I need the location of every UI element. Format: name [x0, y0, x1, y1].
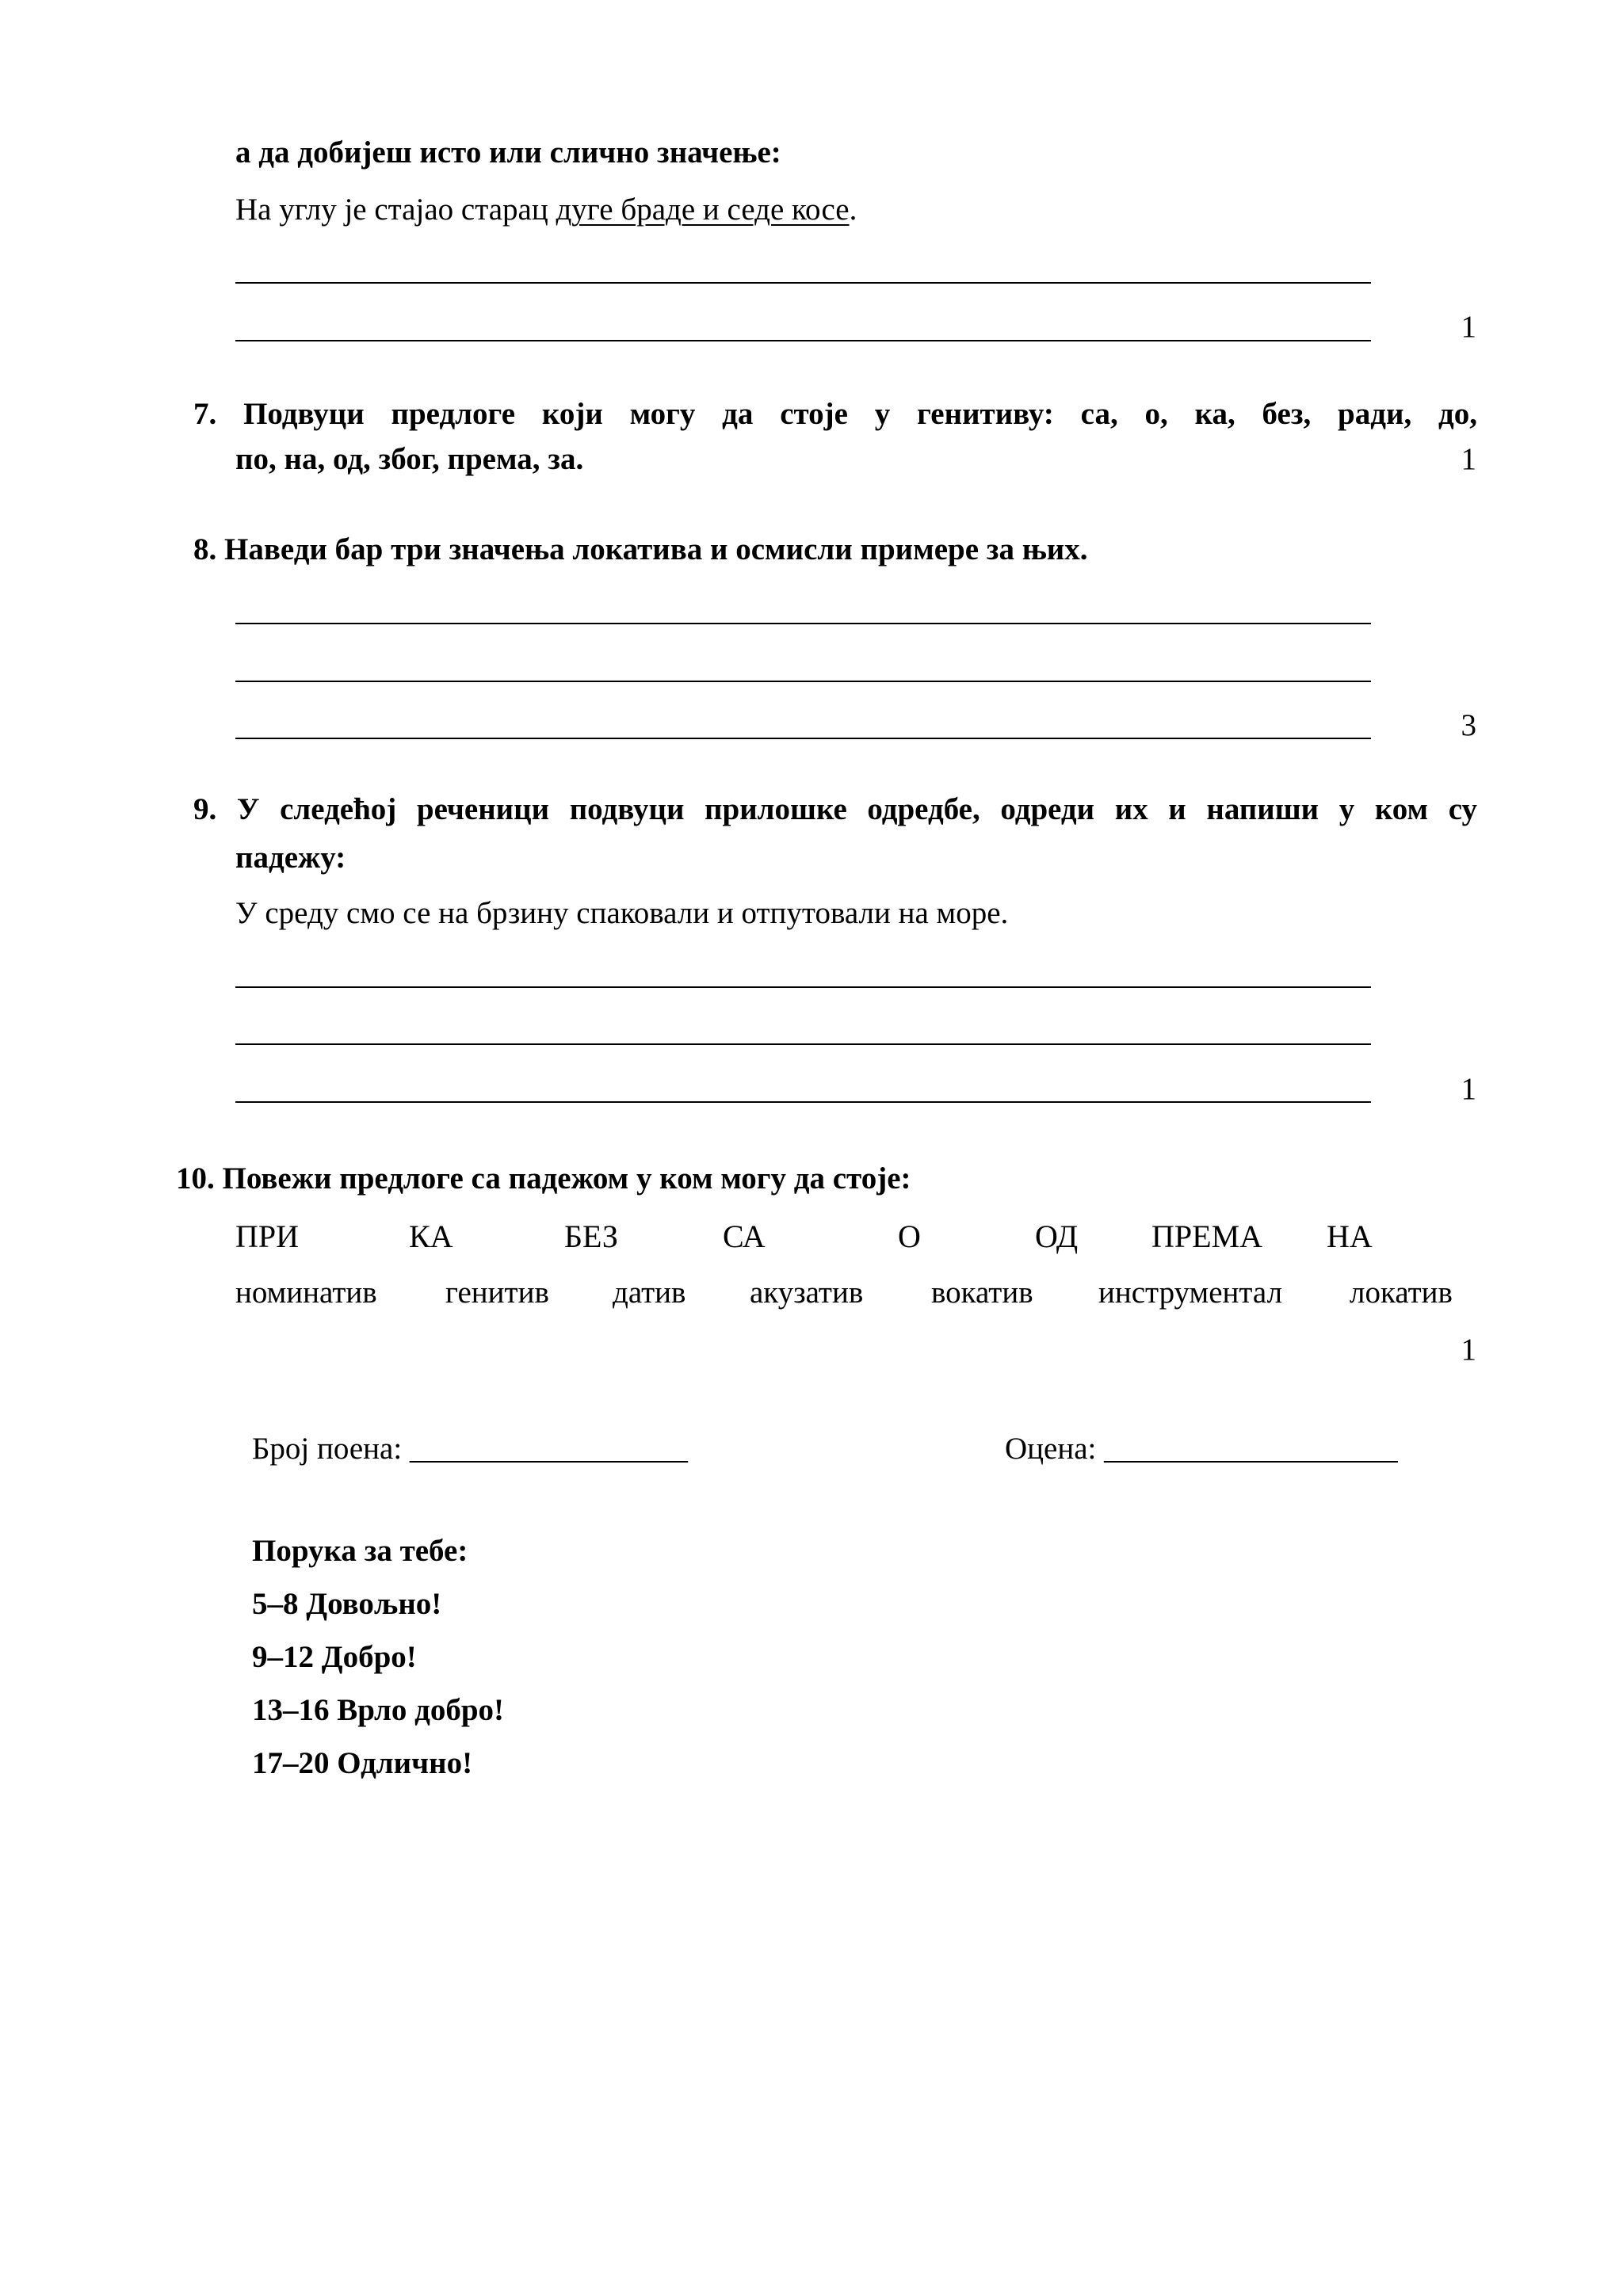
score-value: 1 [1461, 1333, 1476, 1367]
question-10: 10. Повежи предлоге са падежом у ком могу да стоје: [176, 1161, 911, 1196]
question-9-sentence: У среду смо се на брзину спаковали и отпутовали на море. [235, 896, 1009, 930]
preposition-item[interactable]: ПРИ [235, 1219, 300, 1254]
score-value: 3 [1461, 708, 1476, 742]
grade-field[interactable]: Оцена: ___________________ [1005, 1432, 1398, 1466]
case-item[interactable]: акузатив [750, 1276, 864, 1310]
message-item: 13–16 Врло добро! [252, 1693, 505, 1727]
question-6-instruction: а да добијеш исто или слично значење: [235, 135, 781, 170]
message-item: 17–20 Одлично! [252, 1746, 473, 1780]
score-value: 1 [1461, 1072, 1476, 1106]
answer-line[interactable] [235, 1043, 1371, 1045]
question-6-sentence [235, 192, 857, 227]
question-7-line-2: по, на, од, због, према, за. [235, 442, 584, 476]
question-9-line-1: У следећој реченици подвуци прилошке одредбе, одреди их и напиши у ком су [236, 792, 1478, 826]
score-value: 1 [1461, 442, 1476, 476]
preposition-item[interactable]: О [898, 1219, 921, 1254]
preposition-item[interactable]: СА [723, 1219, 766, 1254]
score-value: 1 [1461, 310, 1476, 344]
underlined-phrase: дуге браде и седе косе [556, 193, 850, 227]
answer-line[interactable] [235, 623, 1371, 624]
case-item[interactable]: генитив [445, 1276, 549, 1310]
preposition-item[interactable]: БЕЗ [564, 1219, 618, 1254]
question-7 [193, 392, 1477, 436]
answer-line[interactable] [235, 738, 1371, 739]
message-item: 5–8 Довољно! [252, 1587, 442, 1621]
preposition-item[interactable]: КА [409, 1219, 453, 1254]
message-title: Порука за тебе: [252, 1534, 468, 1568]
case-item[interactable]: инструментал [1098, 1276, 1283, 1310]
answer-line[interactable] [235, 986, 1371, 988]
case-item[interactable]: локатив [1350, 1276, 1453, 1310]
message-item: 9–12 Добро! [252, 1640, 417, 1674]
question-9-line-2: падежу: [235, 841, 346, 875]
sentence-end: . [849, 193, 857, 227]
answer-line[interactable] [235, 681, 1371, 682]
question-7-number: 7. [193, 397, 217, 431]
question-8: 8. Наведи бар три значења локатива и осмисли примере за њих. [193, 532, 1088, 566]
sentence-text: На углу је стајао старац [235, 193, 556, 227]
question-7-line-1: Подвуци предлоге који могу да стоје у генитиву: са, о, ка, без, ради, до, [243, 397, 1477, 431]
preposition-item[interactable]: НА [1327, 1219, 1373, 1254]
case-item[interactable]: вокатив [931, 1276, 1033, 1310]
case-item[interactable]: датив [613, 1276, 686, 1310]
answer-line[interactable] [235, 340, 1371, 341]
answer-line[interactable] [235, 1101, 1371, 1103]
answer-line[interactable] [235, 282, 1371, 284]
points-field[interactable]: Број поена: __________________ [252, 1432, 688, 1466]
preposition-item[interactable]: ОД [1035, 1219, 1079, 1254]
question-9 [193, 788, 1477, 831]
preposition-item[interactable]: ПРЕМА [1151, 1219, 1263, 1254]
question-9-number: 9. [193, 792, 217, 826]
case-item[interactable]: номинатив [235, 1276, 377, 1310]
